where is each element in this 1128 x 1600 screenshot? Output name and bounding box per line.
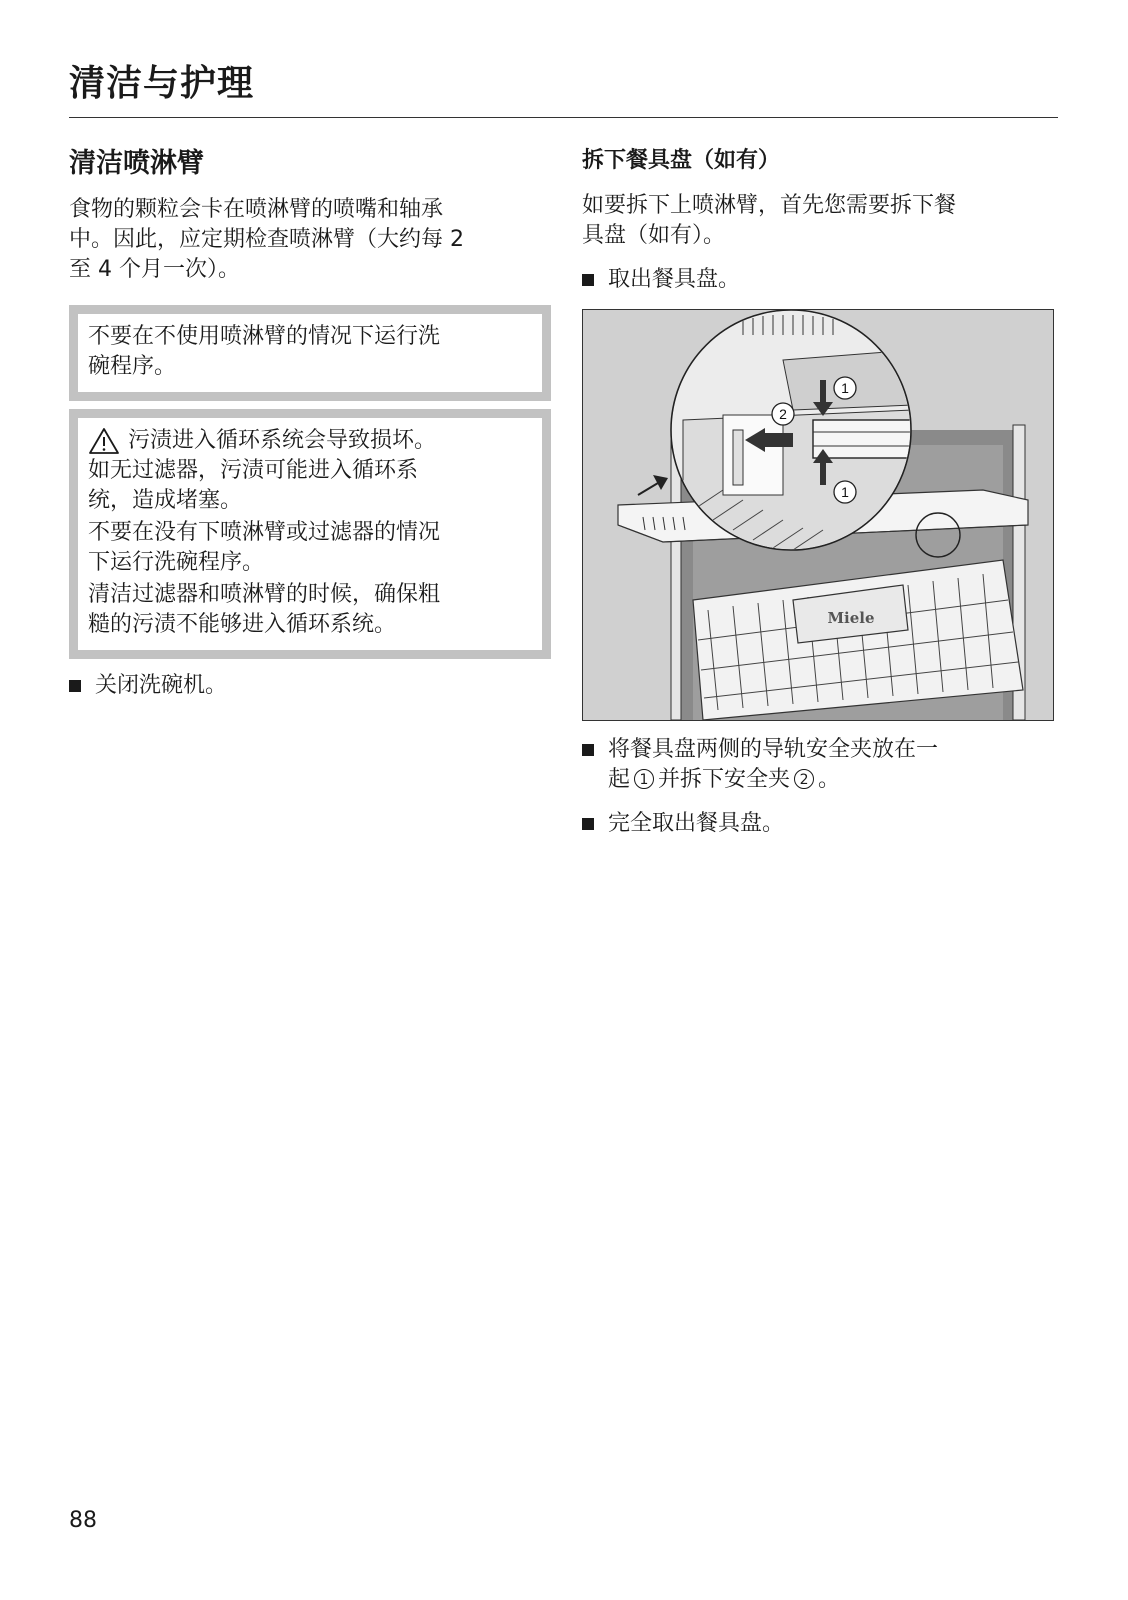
marker-2-label: 2: [779, 406, 787, 422]
step-text: 完全取出餐具盘。: [608, 811, 785, 836]
note-line: 碗程序。: [88, 354, 177, 379]
page-title: 清洁与护理: [69, 63, 255, 104]
warning-triangle-icon: [88, 427, 120, 455]
step-bullet: [582, 809, 1060, 839]
warning-paragraph: [88, 456, 532, 516]
bullet-square-icon: [582, 744, 594, 756]
warning-line: 糙的污渍不能够进入循环系统。: [88, 612, 397, 637]
intro-line: 如要拆下上喷淋臂，首先您需要拆下餐: [582, 193, 957, 218]
intro-line: 至 4 个月一次）。: [69, 257, 240, 282]
step-text: [608, 735, 938, 795]
warning-paragraph: [88, 580, 532, 640]
step-text: 取出餐具盘。: [608, 267, 741, 292]
warning-paragraph: [88, 518, 532, 578]
marker-1-top: [834, 377, 856, 399]
step-bullet: [582, 265, 1060, 295]
step-line-part: 起: [608, 767, 631, 792]
bullet-square-icon: [582, 818, 594, 830]
illustration-svg: [583, 310, 1053, 720]
circled-number-2: 2: [794, 769, 814, 789]
marker-2: [772, 403, 794, 425]
intro-paragraph: [69, 195, 551, 285]
right-column: [582, 145, 1060, 839]
warning-line: 如无过滤器，污渍可能进入循环系: [88, 458, 419, 483]
bullet-square-icon: [69, 680, 81, 692]
warning-box: [69, 409, 551, 659]
warning-line: 统，造成堵塞。: [88, 488, 243, 513]
intro-line: 中。因此，应定期检查喷淋臂（大约每 2: [69, 227, 464, 252]
warning-line: 清洁过滤器和喷淋臂的时候，确保粗: [88, 582, 441, 607]
warning-line: 不要在没有下喷淋臂或过滤器的情况: [88, 520, 441, 545]
left-column: [69, 145, 551, 701]
cutlery-tray-illustration: [582, 309, 1054, 721]
marker-1-label: 1: [841, 484, 849, 500]
warning-title: 污渍进入循环系统会导致损坏。: [128, 428, 437, 453]
title-rule: [69, 117, 1058, 118]
section-heading-remove-cutlery-tray: 拆下餐具盘（如有）: [582, 148, 781, 173]
step-text: 关闭洗碗机。: [95, 673, 228, 698]
intro-paragraph: [582, 191, 1060, 251]
step-line-part: 并拆下安全夹: [658, 767, 791, 792]
note-box: [69, 305, 551, 401]
section-heading-clean-spray-arm: 清洁喷淋臂: [69, 148, 204, 179]
marker-1-bottom: [834, 481, 856, 503]
intro-line: 具盘（如有）。: [582, 223, 726, 248]
bullet-square-icon: [582, 274, 594, 286]
step-line-part: 。: [818, 767, 841, 792]
marker-1-label: 1: [841, 380, 849, 396]
note-line: 不要在不使用喷淋臂的情况下运行洗: [88, 324, 441, 349]
circled-number-1: 1: [634, 769, 654, 789]
step-line: 将餐具盘两侧的导轨安全夹放在一: [608, 737, 939, 762]
brand-logo: Miele: [827, 609, 875, 627]
warning-line: 下运行洗碗程序。: [88, 550, 265, 575]
step-bullet: [582, 735, 1060, 795]
page-number: 88: [69, 1508, 97, 1533]
step-bullet: [69, 671, 551, 701]
intro-line: 食物的颗粒会卡在喷淋臂的喷嘴和轴承: [69, 197, 444, 222]
